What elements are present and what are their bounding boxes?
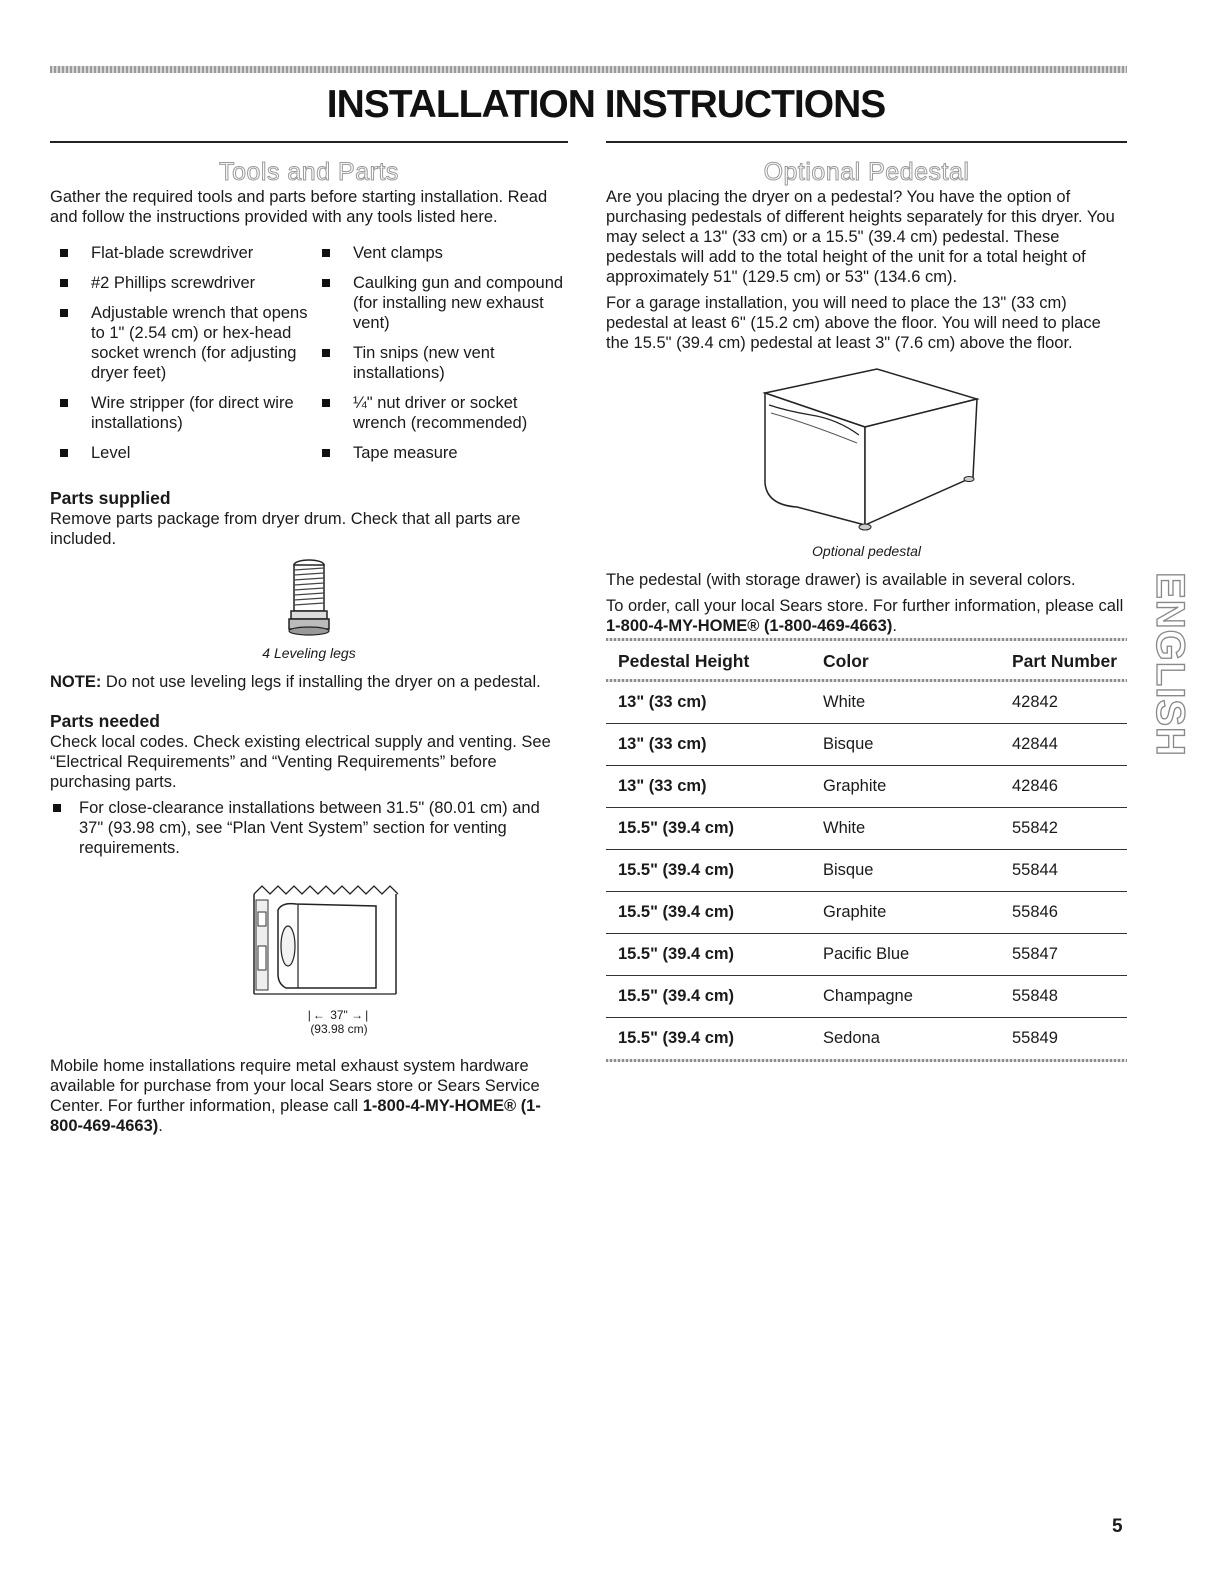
cell-color: Sedona xyxy=(823,1029,880,1047)
pedestal-para-1: Are you placing the dryer on a pedestal? You have the option of purchasing pedestals of different heights separately for this dryer. You may select a 13" (33 cm) or a 15.5" (39.4 cm) pedestal. These pedestals will add to the total height of the unit for a total height of approximately 51" (129.5 cm) or 53" (134.6 cm). xyxy=(606,188,1115,286)
top-decorative-bar xyxy=(50,66,1127,73)
tool-item: Tin snips (new vent installations) xyxy=(312,343,568,383)
page-number: 5 xyxy=(1112,1516,1123,1537)
cell-part: 55842 xyxy=(1000,808,1127,850)
table-row xyxy=(606,850,1127,892)
tool-item: Adjustable wrench that opens to 1" (2.54 cm) or hex-head socket wrench (for adjusting dryer feet) xyxy=(50,303,312,383)
pedestal-order-phone: 1-800-4-MY-HOME® (1-800-469-4663) xyxy=(606,617,893,635)
table-row xyxy=(606,724,1127,766)
table-bottom-rule xyxy=(606,1059,1127,1062)
table-row xyxy=(606,934,1127,976)
tool-item: ¼" nut driver or socket wrench (recommended) xyxy=(312,393,568,433)
tool-item: Caulking gun and compound (for installing new exhaust vent) xyxy=(312,273,568,333)
tool-item: #2 Phillips screwdriver xyxy=(50,273,312,293)
cell-part: 55849 xyxy=(1012,1029,1058,1047)
pedestal-para-4 xyxy=(606,596,1127,636)
note-text: Do not use leveling legs if installing the dryer on a pedestal. xyxy=(101,673,541,691)
pedestal-caption: Optional pedestal xyxy=(812,543,921,559)
cell-color: Pacific Blue xyxy=(811,934,1000,976)
tools-list-right xyxy=(312,243,568,473)
table-row xyxy=(606,682,1127,724)
tools-and-parts-section xyxy=(50,141,568,1136)
tool-item: Wire stripper (for direct wire installations) xyxy=(50,393,312,433)
tools-and-parts-heading: Tools and Parts xyxy=(219,158,399,186)
pedestal-order-period: . xyxy=(892,617,897,635)
cell-color: Bisque xyxy=(811,850,1000,892)
pedestal-drawing-icon xyxy=(747,365,987,535)
header-part-number: Part Number xyxy=(1012,651,1118,671)
cell-part: 42846 xyxy=(1000,766,1127,808)
tools-list-left xyxy=(50,243,312,473)
tools-intro-text: Gather the required tools and parts before starting installation. Read and follow the instructions provided with any tools listed here. xyxy=(50,188,548,226)
header-color: Color xyxy=(823,651,869,671)
table-row xyxy=(606,1018,1127,1060)
table-row xyxy=(606,976,1127,1018)
close-clearance-figure xyxy=(50,884,568,1034)
parts-needed-heading: Parts needed xyxy=(50,711,160,731)
mobile-home-phone: 1-800-4-MY-HOME® (1-800-469-4663) xyxy=(50,1097,541,1135)
tool-item: Vent clamps xyxy=(312,243,568,263)
cell-part: 42844 xyxy=(1000,724,1127,766)
optional-pedestal-heading: Optional Pedestal xyxy=(763,158,970,186)
cell-height: 15.5" (39.4 cm) xyxy=(606,808,811,850)
optional-pedestal-section xyxy=(606,141,1127,1062)
cell-height: 15.5" (39.4 cm) xyxy=(606,892,811,934)
cell-part: 55846 xyxy=(1000,892,1127,934)
parts-supplied-heading: Parts supplied xyxy=(50,488,171,508)
cell-part: 42842 xyxy=(1000,682,1127,724)
tool-item: Tape measure xyxy=(312,443,568,463)
mobile-home-text: Mobile home installations require metal exhaust system hardware available for purchase from your local Sears store or Sears Service Center. For further information, please call xyxy=(50,1057,540,1115)
header-pedestal-height: Pedestal Height xyxy=(618,651,750,671)
cell-height: 15.5" (39.4 cm) xyxy=(606,976,811,1018)
mobile-home-period: . xyxy=(158,1117,163,1135)
leveling-leg-figure xyxy=(50,557,568,662)
language-side-tab xyxy=(1147,568,1192,760)
cell-color: Bisque xyxy=(811,724,1000,766)
parts-needed-text: Check local codes. Check existing electrical supply and venting. See “Electrical Requirements” and “Venting Requirements” before purchasing parts. xyxy=(50,733,551,791)
leveling-legs-caption: 4 Leveling legs xyxy=(262,645,356,661)
page-title: INSTALLATION INSTRUCTIONS xyxy=(326,83,886,126)
parts-supplied-text: Remove parts package from dryer drum. Check that all parts are included. xyxy=(50,510,521,548)
mobile-home-paragraph xyxy=(50,1056,568,1136)
cell-color: White xyxy=(811,682,1000,724)
cell-part: 55847 xyxy=(1000,934,1127,976)
table-row xyxy=(606,808,1127,850)
note-paragraph xyxy=(50,672,568,692)
note-label: NOTE: xyxy=(50,673,102,691)
cell-color: Graphite xyxy=(811,892,1000,934)
clearance-dim-cm: (93.98 cm) xyxy=(310,1022,368,1036)
section-rule xyxy=(50,141,568,143)
cell-height: 15.5" (39.4 cm) xyxy=(606,934,811,976)
cell-height: 15.5" (39.4 cm) xyxy=(618,1029,735,1047)
leveling-leg-icon xyxy=(279,557,339,639)
table-header-row xyxy=(606,641,1127,679)
pedestal-figure xyxy=(606,365,1127,560)
table-row xyxy=(606,766,1127,808)
pedestal-order-text: To order, call your local Sears store. For further information, please call xyxy=(606,597,1124,615)
cell-height: 13" (33 cm) xyxy=(606,766,811,808)
clearance-dim-inches: 37" xyxy=(330,1008,348,1022)
clearance-dimension: |← 37" →| (93.98 cm) xyxy=(307,1008,371,1036)
tool-item: Flat-blade screwdriver xyxy=(50,243,312,263)
cell-color: White xyxy=(811,808,1000,850)
close-clearance-bullet: For close-clearance installations between 31.5" (80.01 cm) and 37" (93.98 cm), see “Plan Vent System” section for venting requirements. xyxy=(50,798,568,858)
table-row xyxy=(606,892,1127,934)
cell-height: 13" (33 cm) xyxy=(606,724,811,766)
cell-height: 15.5" (39.4 cm) xyxy=(606,850,811,892)
cell-color: Champagne xyxy=(811,976,1000,1018)
tool-item: Level xyxy=(50,443,312,463)
close-clearance-closet-icon xyxy=(206,884,406,1014)
pedestal-para-2: For a garage installation, you will need to place the 13" (33 cm) pedestal at least 6" (15.2 cm) above the floor. You will need to place the 15.5" (39.4 cm) pedestal at least 3" (7.6 cm) above the floor. xyxy=(606,294,1101,352)
cell-part: 55848 xyxy=(1000,976,1127,1018)
section-rule xyxy=(606,141,1127,143)
pedestal-table xyxy=(606,641,1127,1059)
language-side-tab-label: ENGLISH xyxy=(1147,571,1192,757)
cell-part: 55844 xyxy=(1000,850,1127,892)
cell-height: 13" (33 cm) xyxy=(606,682,811,724)
tools-list xyxy=(50,243,568,473)
cell-color: Graphite xyxy=(811,766,1000,808)
pedestal-para-3: The pedestal (with storage drawer) is available in several colors. xyxy=(606,571,1076,589)
